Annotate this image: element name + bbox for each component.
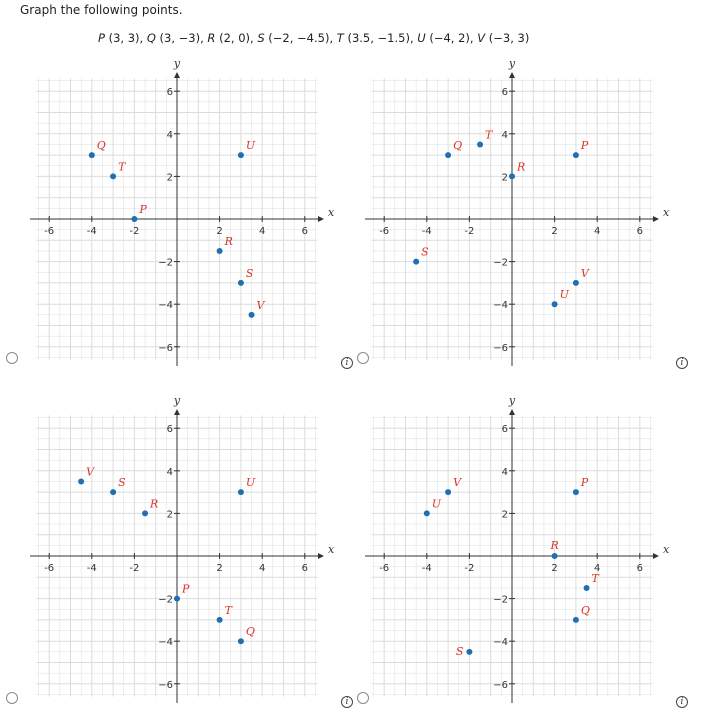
coordinate-plane [365, 397, 675, 707]
x-tick-label: 2 [551, 563, 558, 574]
point-label: S [455, 644, 464, 658]
y-axis-label: y [173, 60, 181, 71]
data-point [110, 173, 116, 179]
graph-option-c [30, 397, 340, 707]
info-icon-option-a[interactable]: i [341, 357, 353, 369]
x-axis-arrow [318, 553, 324, 559]
point-name: T [336, 31, 344, 45]
x-tick-label: 6 [301, 563, 308, 574]
x-tick-label: -6 [379, 563, 390, 574]
info-icon-option-d[interactable]: i [676, 696, 688, 708]
data-point [142, 510, 148, 516]
x-tick-label: 6 [301, 226, 308, 237]
point-label: U [245, 139, 256, 153]
x-tick-label: -2 [464, 563, 475, 574]
data-point [573, 152, 579, 158]
y-axis-label: y [508, 60, 516, 71]
data-point [238, 638, 244, 644]
x-tick-label: -2 [129, 563, 140, 574]
question-instruction: Graph the following points. [20, 3, 183, 17]
coordinate-plane [365, 60, 675, 370]
point-label: Q [453, 139, 463, 153]
x-tick-label: -2 [464, 226, 475, 237]
y-tick-label: 2 [166, 509, 173, 521]
y-tick-label: −6 [493, 679, 508, 691]
x-axis-label: x [662, 543, 670, 556]
point-label: V [86, 465, 95, 479]
x-tick-label: 4 [594, 563, 601, 574]
y-axis-arrow [174, 409, 180, 415]
data-point [466, 649, 472, 655]
data-point [249, 312, 255, 318]
point-name: U [417, 31, 426, 45]
y-tick-label: −6 [158, 679, 173, 691]
data-point [445, 152, 451, 158]
point-label: Q [580, 603, 590, 617]
data-point [552, 301, 558, 307]
y-tick-label: −4 [158, 300, 173, 312]
x-tick-label: 2 [216, 563, 223, 574]
data-point [477, 141, 483, 147]
data-point [573, 617, 579, 623]
radio-option-b[interactable] [357, 352, 369, 364]
data-point [217, 248, 223, 254]
point-coords: (−4, 2) [429, 31, 470, 45]
radio-option-a[interactable] [6, 352, 18, 364]
data-point [238, 280, 244, 286]
x-tick-label: 6 [636, 226, 643, 237]
point-label: S [421, 245, 429, 259]
point-label: Q [245, 625, 255, 639]
info-icon-option-c[interactable]: i [341, 696, 353, 708]
point-label: S [245, 266, 254, 280]
graph-option-b [365, 60, 675, 370]
x-tick-label: -2 [129, 226, 140, 237]
data-point [552, 553, 558, 559]
point-label: V [580, 266, 589, 280]
data-point [509, 173, 515, 179]
point-label: T [591, 571, 599, 585]
point-label: R [517, 160, 526, 174]
given-points-list: P (3, 3), Q (3, −3), R (2, 0), S (−2, −4.5), T (3.5, −1.5), U (−4, 2), V (−3, 3) [98, 31, 530, 45]
x-tick-label: 4 [259, 226, 266, 237]
data-point [584, 585, 590, 591]
x-tick-label: 4 [259, 563, 266, 574]
point-label: R [550, 539, 559, 552]
y-tick-label: 4 [501, 466, 508, 478]
data-point [89, 152, 95, 158]
data-point [573, 280, 579, 286]
y-tick-label: 4 [166, 129, 173, 141]
data-point [78, 478, 84, 484]
data-point [131, 216, 137, 222]
x-tick-label: 2 [551, 226, 558, 237]
point-name: V [477, 31, 486, 45]
point-label: R [150, 497, 159, 511]
data-point [110, 489, 116, 495]
y-tick-label: 4 [501, 129, 508, 141]
x-axis-arrow [318, 216, 324, 222]
x-tick-label: -4 [86, 563, 97, 574]
coordinate-plane [30, 397, 340, 707]
point-label: P [580, 476, 589, 490]
x-tick-label: 6 [636, 563, 643, 574]
point-coords: (3.5, −1.5) [347, 31, 410, 45]
point-coords: (2, 0) [219, 31, 250, 45]
point-label: P [580, 139, 589, 153]
y-tick-label: 6 [501, 87, 508, 99]
y-tick-label: 2 [166, 172, 173, 184]
point-label: U [559, 288, 569, 302]
point-label: P [182, 582, 190, 596]
x-tick-label: 4 [594, 226, 601, 237]
point-coords: (−3, 3) [488, 31, 530, 45]
x-tick-label: -6 [44, 563, 55, 574]
point-label: V [453, 476, 462, 490]
point-label: P [139, 203, 147, 216]
x-axis-label: x [327, 206, 335, 219]
y-axis-label: y [508, 397, 516, 408]
y-tick-label: 2 [501, 509, 508, 521]
point-coords: (−2, −4.5) [268, 31, 330, 45]
point-label: Q [96, 139, 106, 153]
point-label: U [431, 497, 442, 511]
point-name: Q [146, 31, 156, 45]
radio-option-c[interactable] [6, 692, 18, 704]
point-label: T [118, 160, 126, 174]
data-point [238, 152, 244, 158]
y-tick-label: −4 [158, 637, 173, 649]
y-axis-arrow [509, 72, 515, 78]
point-name: S [257, 31, 265, 45]
x-tick-label: -4 [421, 226, 432, 237]
radio-option-d[interactable] [357, 692, 369, 704]
y-tick-label: 6 [501, 424, 508, 436]
y-tick-label: 6 [166, 424, 173, 436]
point-label: R [224, 234, 233, 248]
coordinate-plane [30, 60, 340, 370]
y-tick-label: −4 [493, 300, 508, 312]
x-tick-label: -4 [421, 563, 432, 574]
y-axis-arrow [509, 409, 515, 415]
data-point [174, 596, 180, 602]
x-axis-label: x [662, 206, 670, 219]
point-label: U [245, 476, 256, 490]
y-tick-label: −2 [158, 257, 173, 269]
y-tick-label: −2 [493, 594, 508, 606]
y-tick-label: 2 [501, 172, 508, 184]
data-point [573, 489, 579, 495]
y-tick-label: −6 [158, 342, 173, 354]
graph-option-a [30, 60, 340, 370]
x-tick-label: -4 [86, 226, 97, 237]
x-axis-label: x [327, 543, 335, 556]
y-tick-label: 4 [166, 466, 173, 478]
data-point [238, 489, 244, 495]
y-tick-label: −4 [493, 637, 508, 649]
x-axis-arrow [653, 553, 659, 559]
point-label: T [485, 128, 493, 142]
point-coords: (3, −3) [159, 31, 201, 45]
y-tick-label: −2 [158, 594, 173, 606]
y-axis-label: y [173, 397, 181, 408]
x-tick-label: 2 [216, 226, 223, 237]
point-label: V [256, 298, 265, 312]
point-label: S [118, 476, 126, 490]
x-tick-label: -6 [379, 226, 390, 237]
data-point [217, 617, 223, 623]
point-name: R [207, 31, 216, 45]
y-tick-label: 6 [166, 87, 173, 99]
info-icon-option-b[interactable]: i [676, 357, 688, 369]
data-point [424, 510, 430, 516]
y-tick-label: −6 [493, 342, 508, 354]
data-point [445, 489, 451, 495]
graph-option-d [365, 397, 675, 707]
data-point [413, 259, 419, 265]
y-tick-label: −2 [493, 257, 508, 269]
y-axis-arrow [174, 72, 180, 78]
x-axis-arrow [653, 216, 659, 222]
point-coords: (3, 3) [108, 31, 140, 45]
x-tick-label: -6 [44, 226, 55, 237]
point-label: T [224, 603, 232, 617]
point-name: P [98, 31, 105, 45]
